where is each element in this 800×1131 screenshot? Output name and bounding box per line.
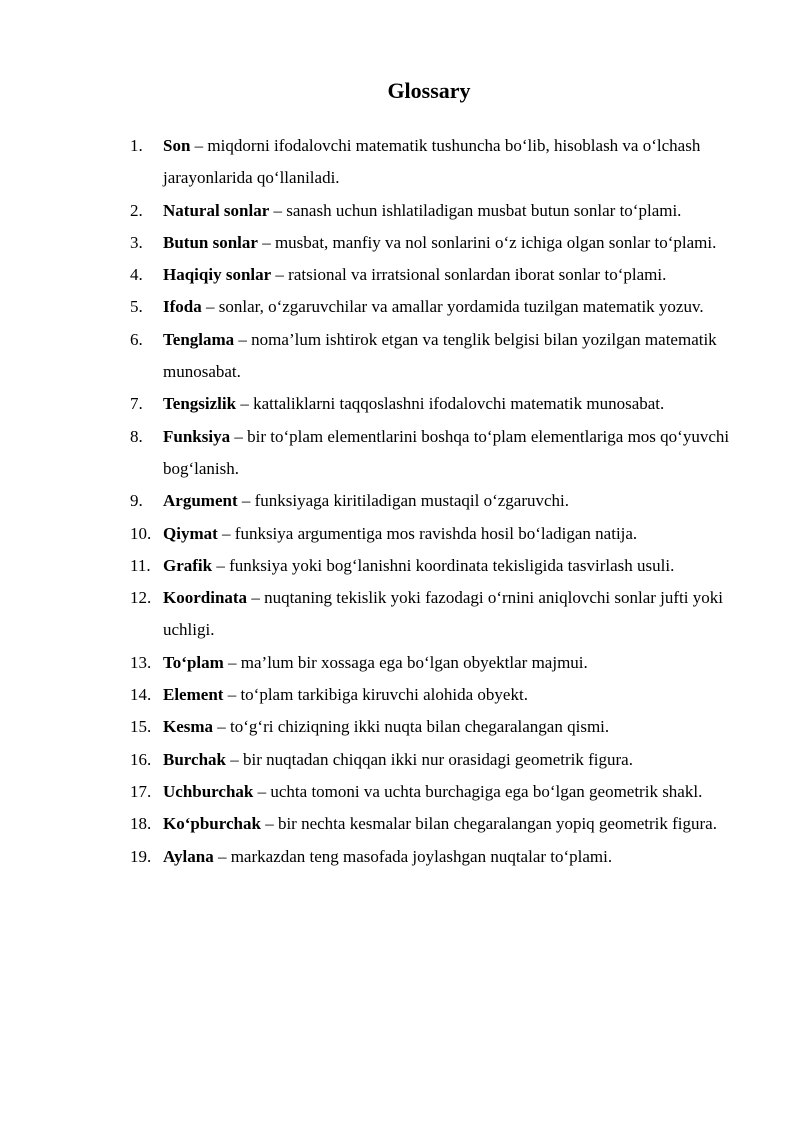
entry-body xyxy=(163,808,750,840)
entry-body xyxy=(163,550,750,582)
entry-term: Son xyxy=(163,136,191,155)
glossary-entry xyxy=(130,679,750,711)
entry-body xyxy=(163,647,750,679)
entry-number: 11. xyxy=(130,555,151,575)
entry-number: 18. xyxy=(130,814,152,834)
entry-term: Koordinata xyxy=(163,588,248,608)
entry-number: 15. xyxy=(130,717,152,737)
entry-number: 19. xyxy=(130,846,152,866)
glossary-entry xyxy=(130,647,750,679)
entry-number: 2. xyxy=(130,200,143,220)
entry-body xyxy=(163,259,750,291)
entry-number: 5. xyxy=(130,297,143,317)
entry-term: Uchburchak xyxy=(163,781,254,801)
entry-term: Tenglama xyxy=(163,329,235,349)
entry-term: Ifoda xyxy=(163,297,202,317)
entry-number: 14. xyxy=(130,685,152,705)
glossary-entry xyxy=(130,259,750,291)
glossary-entry xyxy=(130,518,750,550)
entry-term: Qiymat xyxy=(163,523,218,543)
entry-term: Kesma xyxy=(163,717,214,737)
entry-term: Tengsizlik xyxy=(163,394,237,414)
entry-number: 1. xyxy=(130,136,143,155)
entry-definition: – ma’lum bir xossaga ega bo‘lgan obyektlar majmui. xyxy=(223,652,588,672)
entry-body xyxy=(163,711,750,743)
entry-definition: – sonlar, o‘zgaruvchilar va amallar yordamida tuzilgan matematik yozuv. xyxy=(201,297,704,317)
entry-number: 13. xyxy=(130,652,152,672)
entry-body xyxy=(163,518,750,550)
entry-number: 8. xyxy=(130,426,143,446)
glossary-entry xyxy=(130,485,750,517)
entry-term: Grafik xyxy=(163,555,213,575)
entry-body xyxy=(163,485,750,517)
entry-body xyxy=(163,324,750,389)
entry-body xyxy=(163,291,750,323)
entry-number: 12. xyxy=(130,588,152,608)
entry-term: Natural sonlar xyxy=(163,200,270,220)
entry-term: Ko‘pburchak xyxy=(163,814,261,834)
entry-body xyxy=(163,582,750,647)
glossary-entry xyxy=(130,388,750,420)
entry-number: 17. xyxy=(130,781,152,801)
entry-term: Haqiqiy sonlar xyxy=(163,265,272,285)
entry-definition: – musbat, manfiy va nol sonlarini o‘z ichiga olgan sonlar to‘plami. xyxy=(257,232,717,252)
entry-definition: – to‘plam tarkibiga kiruvchi alohida obyekt. xyxy=(223,685,528,705)
entry-definition: – bir nuqtadan chiqqan ikki nur orasidagi geometrik figura. xyxy=(226,749,633,769)
glossary-entry xyxy=(130,324,750,389)
entry-definition: – ratsional va irratsional sonlardan iborat sonlar to‘plami. xyxy=(271,265,667,285)
glossary-entry xyxy=(130,841,750,873)
glossary-entry xyxy=(130,550,750,582)
entry-number: 6. xyxy=(130,329,143,349)
entry-definition: – funksiya yoki bog‘lanishni koordinata tekisligida tasvirlash usuli. xyxy=(212,555,675,575)
entry-body xyxy=(163,421,750,486)
glossary-entry xyxy=(130,582,750,647)
entry-body xyxy=(163,195,750,227)
page-title: Glossary xyxy=(387,78,471,103)
glossary-entry xyxy=(130,130,750,195)
entry-body xyxy=(163,776,750,808)
entry-body xyxy=(163,130,750,195)
entry-term: To‘plam xyxy=(163,652,224,672)
glossary-entry xyxy=(130,711,750,743)
glossary-entry xyxy=(130,291,750,323)
entry-definition: – sanash uchun ishlatiladigan musbat butun sonlar to‘plami. xyxy=(269,200,682,220)
entry-term: Argument xyxy=(163,491,238,511)
entry-number: 9. xyxy=(130,491,143,511)
glossary-entry xyxy=(130,421,750,486)
entry-definition: – nuqtaning tekislik yoki fazodagi o‘rnini aniqlovchi sonlar jufti yoki uchligi. xyxy=(163,588,723,640)
entry-number: 3. xyxy=(130,232,143,252)
entry-number: 7. xyxy=(130,394,143,414)
entry-definition: – funksiyaga kiritiladigan mustaqil o‘zgaruvchi. xyxy=(237,491,570,511)
entry-term: Aylana xyxy=(163,846,214,866)
entry-definition: – noma’lum ishtirok etgan va tenglik belgisi bilan yozilgan matematik munosabat. xyxy=(163,329,717,382)
entry-definition: – funksiya argumentiga mos ravishda hosil bo‘ladigan natija. xyxy=(217,523,638,543)
glossary-entry xyxy=(130,808,750,840)
entry-definition: – kattaliklarni taqqoslashni ifodalovchi matematik munosabat. xyxy=(236,394,665,414)
entry-body xyxy=(163,388,750,420)
glossary-entry xyxy=(130,227,750,259)
entry-body xyxy=(163,679,750,711)
entry-definition: – bir nechta kesmalar bilan chegaralangan yopiq geometrik figura. xyxy=(260,814,717,834)
entry-body xyxy=(163,227,750,259)
glossary-entry xyxy=(130,195,750,227)
entry-definition: – uchta tomoni va uchta burchagiga ega bo‘lgan geometrik shakl. xyxy=(253,781,703,801)
entry-body xyxy=(163,744,750,776)
entry-number: 4. xyxy=(130,265,143,285)
glossary-entry xyxy=(130,776,750,808)
entry-term: Butun sonlar xyxy=(163,232,258,252)
entry-definition: – to‘g‘ri chiziqning ikki nuqta bilan chegaralangan qismi. xyxy=(213,717,610,737)
entry-definition: – markazdan teng masofada joylashgan nuqtalar to‘plami. xyxy=(213,846,613,866)
entry-body xyxy=(163,841,750,873)
entry-number: 10. xyxy=(130,523,152,543)
entry-term: Element xyxy=(163,685,224,705)
glossary-list xyxy=(130,130,750,873)
entry-definition: – bir to‘plam elementlarini boshqa to‘plam elementlariga mos qo‘yuvchi bog‘lanish. xyxy=(163,426,730,478)
glossary-entry xyxy=(130,744,750,776)
entry-number: 16. xyxy=(130,749,152,769)
entry-term: Funksiya xyxy=(163,426,231,446)
entry-term: Burchak xyxy=(163,749,226,769)
entry-definition: – miqdorni ifodalovchi matematik tushuncha bo‘lib, hisoblash va o‘lchash jarayonlarida qo‘llaniladi. xyxy=(163,136,701,188)
